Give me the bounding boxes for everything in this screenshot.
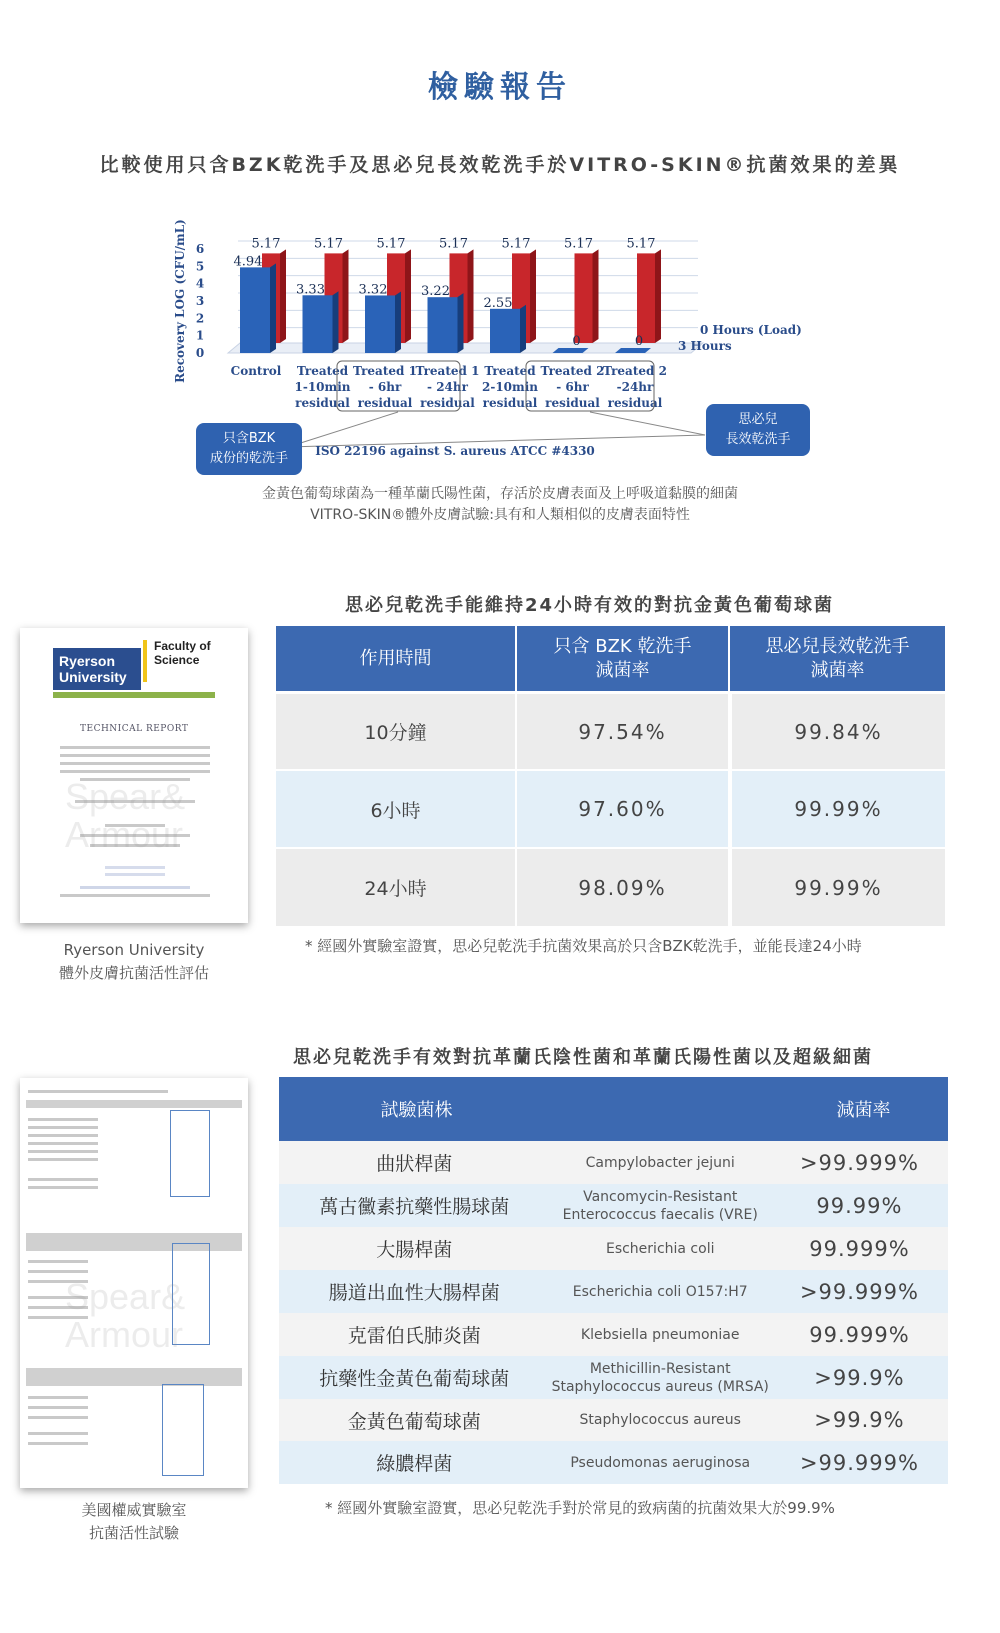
strain-name-en-line: Campylobacter jejuni <box>585 1154 735 1171</box>
row2-time: 6小時 <box>276 771 515 847</box>
page-subtitle: 比較使用只含BZK乾洗手及思必兒長效乾洗手於VITRO-SKIN®抗菌效果的差異 <box>99 154 901 176</box>
strain-reduction-rate: 99.999% <box>809 1322 910 1347</box>
bar-value-label-back: 5.17 <box>314 236 343 252</box>
header-time <box>276 626 515 691</box>
table-row <box>279 1441 948 1484</box>
table-row <box>279 1313 948 1356</box>
bar-0hours <box>575 253 593 343</box>
strain-name-en <box>550 1283 771 1301</box>
x-tick-label: 2-10min <box>481 380 539 394</box>
header-spear-line2: 減菌率 <box>810 659 865 681</box>
x-tick-label: - 24hr <box>427 380 468 394</box>
x-tick-label: Treated 2 <box>603 364 667 378</box>
y-tick-label: 5 <box>195 259 205 274</box>
row3-time: 24小時 <box>276 849 515 926</box>
faculty-label <box>154 639 211 667</box>
bar-3hours <box>428 297 458 353</box>
bar-value-label-back: 5.17 <box>564 236 593 252</box>
bar-3hours-side <box>270 263 276 353</box>
time-efficacy-table <box>276 626 945 926</box>
lab-caption-line2: 抗菌活性試驗 <box>88 1524 179 1542</box>
section2-footnote: * 經國外實驗室證實，思必兒乾洗手抗菌效果高於只含BZK乾洗手，並能長達24小時 <box>305 937 862 955</box>
bar-value-label-front: 3.33 <box>296 282 325 298</box>
bar-value-label-back: 5.17 <box>251 236 281 252</box>
bar-value-label-back: 5.17 <box>439 236 468 252</box>
bar-0hours-side <box>530 249 536 343</box>
x-tick-label: - 6hr <box>556 380 589 394</box>
technical-report-label: TECHNICAL REPORT <box>80 724 189 734</box>
callout-bzk <box>196 423 302 475</box>
lab-report-image <box>20 1078 248 1488</box>
bar-0hours-side <box>405 249 411 343</box>
bar-3hours <box>490 309 520 353</box>
callout-pointer-right <box>590 412 705 435</box>
x-tick-label: residual <box>607 396 663 410</box>
strain-name-en-line: Methicillin-Resistant <box>589 1360 731 1377</box>
bar-3hours <box>240 267 270 353</box>
bar-value-label-front: 3.32 <box>358 282 388 298</box>
strain-name-zh: 抗藥性金黃色葡萄球菌 <box>319 1368 510 1390</box>
bar-3hours-side <box>520 305 526 353</box>
x-tick-label: Treated 1 <box>415 364 480 378</box>
strain-name-en <box>550 1188 771 1224</box>
bar-value-label-back: 5.17 <box>626 236 656 252</box>
y-tick-label: 6 <box>195 242 205 256</box>
ryerson-report-image <box>20 628 248 923</box>
bar-3hours-flat <box>615 348 651 353</box>
callout-spear-line1: 思必兒 <box>738 412 778 427</box>
row2-bzk: 97.60% <box>517 771 728 847</box>
row2-spear: 99.99% <box>732 771 945 847</box>
strain-reduction-rate: >99.9% <box>814 1365 905 1390</box>
chart-note <box>0 484 1000 526</box>
strain-name-zh: 克雷伯氏肺炎菌 <box>347 1325 481 1347</box>
strain-name-en <box>550 1154 771 1172</box>
strain-reduction-rate: >99.999% <box>799 1150 919 1175</box>
strain-name-en <box>550 1411 771 1429</box>
bar-3hours <box>303 295 333 353</box>
bar-value-label-back: 5.17 <box>376 236 406 252</box>
highlight-box-1 <box>170 1110 210 1197</box>
y-tick-label: 4 <box>195 276 205 291</box>
y-tick-label: 0 <box>195 346 205 360</box>
x-tick-label: residual <box>482 396 538 410</box>
faculty-line1: Faculty of <box>154 639 211 653</box>
watermark-2: Spear& Armour <box>65 1276 186 1355</box>
strain-name-en <box>550 1326 771 1344</box>
row1-bzk: 97.54% <box>517 694 728 769</box>
x-tick-label: residual <box>295 396 350 410</box>
ryerson-logo-line1: Ryerson <box>59 653 116 669</box>
strain-name-zh: 綠膿桿菌 <box>376 1453 453 1475</box>
bar-0hours <box>637 253 655 343</box>
bar-3hours <box>365 295 395 353</box>
bar-0hours-side <box>593 249 599 343</box>
strain-reduction-rate: >99.9% <box>814 1408 905 1432</box>
strain-name-en <box>550 1360 771 1396</box>
bar-value-label-front: 0 <box>634 334 644 349</box>
bar-3hours-flat <box>553 348 589 353</box>
strain-name-en-line: Pseudomonas aeruginosa <box>570 1454 751 1471</box>
header-time-label: 作用時間 <box>359 647 432 669</box>
green-band <box>53 692 215 698</box>
table-row <box>279 1399 948 1441</box>
header-strain: 試驗菌株 <box>380 1100 453 1121</box>
chart-note-line1: 金黃色葡萄球菌為一種革蘭氏陽性菌，存活於皮膚表面及上呼吸道黏膜的細菌 <box>262 486 738 502</box>
header-bzk-line1: 只含 BZK 乾洗手 <box>553 635 692 657</box>
x-tick-label: Treated <box>484 364 536 378</box>
legend-3hours: 3 Hours <box>678 339 732 353</box>
bar-value-label-back: 5.17 <box>501 236 531 252</box>
strain-name-en-line: Enterococcus faecalis (VRE) <box>562 1206 758 1223</box>
section3-title: 思必兒乾洗手有效對抗革蘭氏陰性菌和革蘭氏陽性菌以及超級細菌 <box>293 1047 873 1068</box>
y-tick-label: 1 <box>195 328 205 343</box>
lab-caption <box>20 1499 248 1545</box>
header-spear-line1: 思必兒長效乾洗手 <box>765 635 910 657</box>
bar-value-label-front: 3.22 <box>421 284 450 300</box>
row1-spear: 99.84% <box>732 694 945 769</box>
strain-name-zh: 大腸桿菌 <box>376 1239 453 1261</box>
watermark: Spear& Armour <box>65 776 186 855</box>
strain-name-zh: 萬古黴素抗藥性腸球菌 <box>319 1196 510 1218</box>
page-title: 檢驗報告 <box>428 70 572 105</box>
chart-note-line2: VITRO-SKIN®體外皮膚試驗:具有和人類相似的皮膚表面特性 <box>310 507 690 523</box>
row3-spear: 99.99% <box>732 849 945 926</box>
table-row <box>279 1141 948 1184</box>
bar-0hours-side <box>280 249 286 343</box>
callout-bzk-line2: 成份的乾洗手 <box>209 451 288 466</box>
strain-table-header <box>279 1077 948 1141</box>
header-spear <box>730 626 945 691</box>
strain-name-en-line: Staphylococcus aureus (MRSA) <box>551 1378 769 1395</box>
strain-table <box>279 1077 948 1484</box>
table-row <box>279 1184 948 1227</box>
x-tick-label: residual <box>420 396 475 410</box>
table-header-bar-1 <box>26 1100 242 1108</box>
strain-name-en-line: Klebsiella pneumoniae <box>580 1326 740 1343</box>
bar-3hours-side <box>395 291 401 353</box>
ryerson-logo-line2: University <box>59 669 127 685</box>
x-tick-label: residual <box>545 396 600 410</box>
ryerson-caption-line1: Ryerson University <box>63 941 205 959</box>
ryerson-caption-line2: 體外皮膚抗菌活性評估 <box>58 964 209 982</box>
bar-0hours-side <box>655 249 661 343</box>
strain-reduction-rate: 99.999% <box>809 1236 910 1261</box>
table-row <box>279 1227 948 1270</box>
callout-bzk-line1: 只含BZK <box>222 431 276 446</box>
bar-value-label-front: 2.55 <box>483 295 513 311</box>
faculty-line2: Science <box>154 653 200 667</box>
x-tick-label: Treated 1 <box>353 364 417 378</box>
bar-value-label-front: 4.94 <box>233 254 263 270</box>
y-tick-label: 2 <box>195 311 205 326</box>
table-row <box>279 1356 948 1399</box>
x-tick-label: - 6hr <box>368 380 402 394</box>
strain-name-en-line: Escherichia coli <box>605 1240 715 1257</box>
bar-3hours-side <box>458 293 464 353</box>
strain-reduction-rate: >99.999% <box>799 1279 919 1304</box>
bar-3hours-side <box>333 291 339 353</box>
legend-0hours: 0 Hours (Load) <box>700 323 802 337</box>
strain-name-en-line: Escherichia coli O157:H7 <box>572 1283 748 1300</box>
strain-name-en <box>550 1454 771 1472</box>
lab-caption-line1: 美國權威實驗室 <box>81 1501 187 1519</box>
highlight-box-3 <box>162 1384 204 1476</box>
x-tick-label: Treated <box>296 364 349 378</box>
strain-reduction-rate: 99.99% <box>816 1193 903 1218</box>
section3-footnote: * 經國外實驗室證實，思必兒乾洗手對於常見的致病菌的抗菌效果大於99.9% <box>325 1499 835 1517</box>
strain-name-zh: 腸道出血性大腸桿菌 <box>328 1282 500 1304</box>
x-tick-label: -24hr <box>616 380 654 394</box>
table-row <box>279 1270 948 1313</box>
ryerson-logo <box>53 648 141 690</box>
x-tick-label: Treated 2 <box>540 364 605 378</box>
bar-value-label-front: 0 <box>572 334 581 349</box>
section2-title: 思必兒乾洗手能維持24小時有效的對抗金黃色葡萄球菌 <box>345 595 835 616</box>
x-tick-label: residual <box>357 396 413 410</box>
callout-pointer-left <box>288 412 398 447</box>
y-axis-label: Recovery LOG (CFU/mL) <box>173 219 187 383</box>
strain-name-zh: 曲狀桿菌 <box>376 1153 453 1175</box>
strain-reduction-rate: >99.999% <box>799 1450 919 1475</box>
logo-bar <box>143 640 147 682</box>
row1-time: 10分鐘 <box>276 694 515 769</box>
row3-bzk: 98.09% <box>517 849 728 926</box>
header-bzk <box>517 626 728 691</box>
strain-name-en-line: Staphylococcus aureus <box>579 1412 741 1428</box>
ryerson-caption <box>20 939 248 985</box>
x-tick-label: 1-10min <box>294 380 351 394</box>
table-header-bar-3 <box>26 1368 242 1386</box>
x-axis-label: ISO 22196 against S. aureus ATCC #4330 <box>315 444 595 458</box>
strain-name-zh: 金黃色葡萄球菌 <box>347 1410 481 1433</box>
bar-0hours-side <box>468 249 474 343</box>
callout-spear <box>706 404 810 456</box>
callout-spear-line2: 長效乾洗手 <box>725 432 791 447</box>
header-bzk-line2: 減菌率 <box>595 659 650 681</box>
strain-rows <box>279 1141 948 1484</box>
strain-name-en-line: Vancomycin-Resistant <box>583 1188 738 1205</box>
header-rate: 減菌率 <box>836 1100 891 1121</box>
strain-name-en <box>550 1240 771 1258</box>
x-tick-label: Control <box>230 364 282 378</box>
bar-0hours-side <box>343 249 349 343</box>
y-tick-label: 3 <box>195 294 205 308</box>
